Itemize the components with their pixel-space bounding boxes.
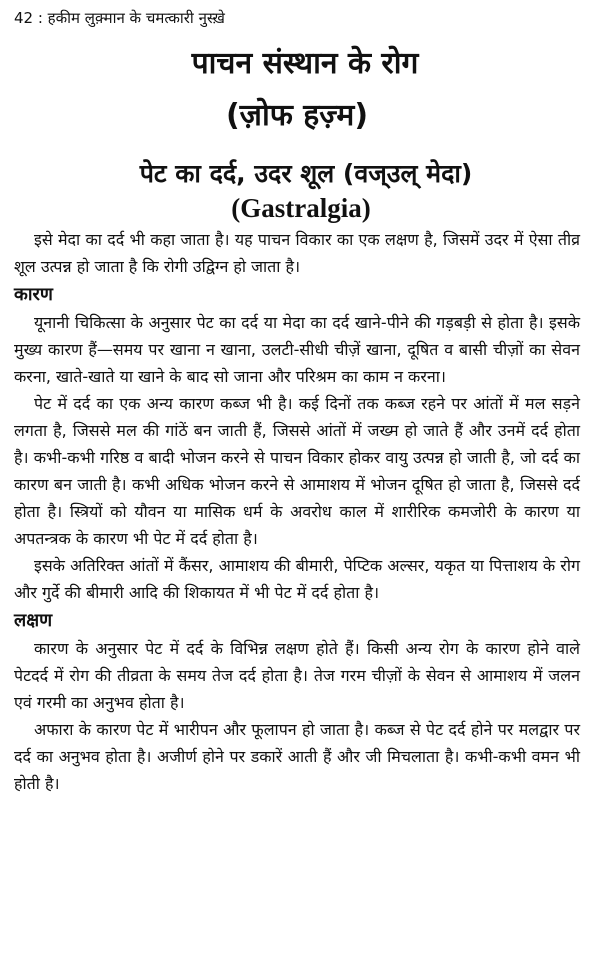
page-content [14,226,580,797]
running-header: 42 : हकीम लुक़्मान के चमत्कारी नुस्ख़े [14,9,225,27]
symptoms-paragraph-1: कारण के अनुसार पेट में दर्द के विभिन्न लक्षण होते हैं। किसी अन्य रोग के कारण होने वाले पेटदर्द में रोग की तीव्रता के समय तेज दर्द होता है। तेज गरम चीज़ों के सेवन से आमाशय में जलन एवं गरमी का अनुभव होता है। [14,639,580,712]
section-subtitle: (Gastralgia) [231,193,371,223]
causes-heading: कारण [14,284,53,305]
causes-paragraph-1: यूनानी चिकित्सा के अनुसार पेट का दर्द या मेदा का दर्द खाने-पीने की गड़बड़ी से होता है। इसके मुख्य कारण हैं—समय पर खाना न खाना, उलटी-सीधी चीज़ें खाना, दूषित व बासी चीज़ों का सेवन करना, खाते-खाते या खाने के बाद सो जाना और परिश्रम का काम न करना। [14,313,581,386]
causes-paragraph-2: पेट में दर्द का एक अन्य कारण कब्ज भी है। कई दिनों तक कब्ज रहने पर आंतों में मल सड़ने लगता है, जिससे मल की गांठें बन जाती हैं, जिससे आंतों में जख्म हो जाते हैं और उनमें दर्द होता है। कभी-कभी गरिष्ठ व बादी भोजन करने से पाचन विकार होकर वायु उत्पन्न हो जाती है, जो दर्द का कारण बन जाती है। कभी अधिक भोजन करने से आमाशय में भोजन दूषित हो जाता है, जिससे दर्द होता है। स्त्रियों को यौवन या मासिक धर्म के अवरोध काल में शारीरिक कमजोरी के कारण या अपतन्त्रक के कारण भी पेट में दर्द होता है। [14,394,580,548]
section-title: पेट का दर्द, उदर शूल (वज्उल् मेदा) [139,159,473,188]
symptoms-heading: लक्षण [14,610,53,631]
chapter-subtitle: (ज़ोफ हज़्म) [225,98,369,133]
intro-paragraph: इसे मेदा का दर्द भी कहा जाता है। यह पाचन विकार का एक लक्षण है, जिसमें उदर में ऐसा तीव्र शूल उत्पन्न हो जाता है कि रोगी उद्विग्न हो जाता है। [14,230,580,276]
causes-paragraph-3: इसके अतिरिक्त आंतों में कैंसर, आमाशय की बीमारी, पेप्टिक अल्सर, यकृत या पित्ताशय के रोग और गुर्दे की बीमारी आदि की शिकायत में भी पेट में दर्द होता है। [14,556,580,602]
symptoms-paragraph-2: अफारा के कारण पेट में भारीपन और फूलापन हो जाता है। कब्ज से पेट दर्द होने पर मलद्वार पर दर्द का अनुभव होता है। अजीर्ण होने पर डकारें आती हैं और जी मिचलाता है। कभी-कभी वमन भी होती है। [14,720,580,793]
chapter-title: पाचन संस्थान के रोग [191,46,419,81]
